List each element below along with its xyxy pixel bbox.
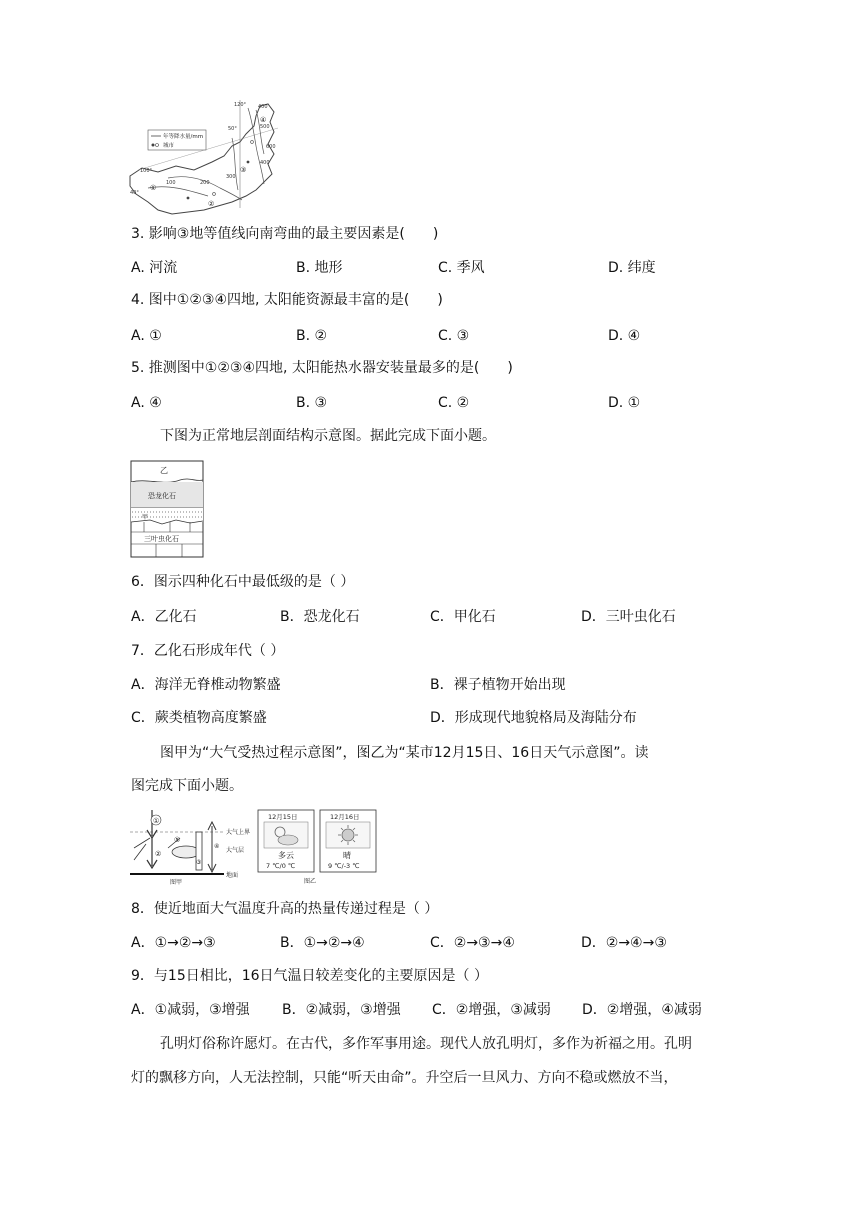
place-3-mark: ③ — [240, 166, 247, 174]
label-top-atmosphere: 大气上界 — [226, 829, 251, 836]
strata-profile-figure — [130, 460, 204, 558]
cloud-icon — [278, 835, 298, 845]
question-3-option-a[interactable]: A. 河流 — [131, 260, 178, 276]
question-4-option-a[interactable]: A. ① — [131, 328, 162, 344]
day-1-temperature: 7 ℃/0 ℃ — [266, 862, 296, 870]
lat-50-label: 50° — [228, 126, 237, 132]
legend-isoline-label: 年等降水量/mm — [163, 134, 204, 140]
question-9-option-c[interactable]: C．②增强，③减弱 — [432, 1002, 551, 1018]
iso-200-label: 200 — [200, 180, 210, 186]
question-8-option-c[interactable]: C．②→③→④ — [430, 935, 515, 951]
iso-400a-label: 400 — [258, 104, 268, 110]
question-7-stem: 7．乙化石形成年代（ ） — [131, 643, 285, 659]
day-2-temperature: 9 ℃/-3 ℃ — [328, 862, 360, 870]
iso-400b-label: 400 — [260, 160, 270, 166]
question-7-option-d[interactable]: D．形成现代地貌格局及海陆分布 — [430, 710, 637, 726]
iso-300-label: 300 — [226, 174, 236, 180]
question-5-option-c[interactable]: C. ② — [438, 395, 470, 411]
question-5-option-d[interactable]: D. ① — [608, 395, 641, 411]
caption-figure-jia: 图甲 — [170, 879, 183, 886]
question-4-option-c[interactable]: C. ③ — [438, 328, 470, 344]
question-9-option-a[interactable]: A．①减弱，③增强 — [131, 1002, 250, 1018]
iso-600-label: 600 — [266, 144, 276, 150]
precipitation-map-figure — [128, 98, 288, 218]
day-2-date: 12月16日 — [330, 813, 360, 821]
day-2-weather: 晴 — [343, 851, 351, 860]
question-6-stem: 6．图示四种化石中最低级的是（ ） — [131, 574, 355, 590]
question-6-option-c[interactable]: C．甲化石 — [430, 609, 496, 625]
place-2-mark: ② — [208, 200, 215, 208]
question-5-option-b[interactable]: B. ③ — [296, 395, 328, 411]
arrow-3-label: ③ — [196, 859, 202, 866]
question-6-option-d[interactable]: D．三叶虫化石 — [581, 609, 676, 625]
legend-city-label: 城市 — [163, 143, 175, 149]
question-7-option-c[interactable]: C．蕨类植物高度繁盛 — [131, 710, 267, 726]
atmosphere-intro-line-2: 图完成下面小题。 — [131, 778, 243, 794]
question-8-option-b[interactable]: B．①→②→④ — [280, 935, 365, 951]
question-8-option-d[interactable]: D．②→④→③ — [581, 935, 667, 951]
lantern-paragraph-line-2: 灯的飘移方向，人无法控制，只能“听天由命”。升空后一旦风力、方向不稳或燃放不当， — [131, 1070, 678, 1086]
question-3-option-c[interactable]: C. 季风 — [438, 260, 485, 276]
strata-intro-text: 下图为正常地层剖面结构示意图。据此完成下面小题。 — [160, 428, 496, 444]
layer-jia-label: 甲 — [142, 514, 149, 521]
lat-40-label: 40° — [130, 190, 139, 196]
question-7-option-a[interactable]: A．海洋无脊椎动物繁盛 — [131, 677, 281, 693]
layer-dino-label: 恐龙化石 — [148, 492, 176, 500]
question-6-option-a[interactable]: A．乙化石 — [131, 609, 197, 625]
place-4-mark: ④ — [260, 116, 267, 124]
day-1-weather: 多云 — [278, 851, 294, 860]
arrow-1-label: ① — [153, 817, 160, 825]
question-9-stem: 9．与15日相比，16日气温日较差变化的主要原因是（ ） — [131, 968, 488, 984]
sun-icon — [338, 825, 358, 845]
question-3-option-d[interactable]: D. 纬度 — [608, 260, 656, 276]
question-9-option-d[interactable]: D．②增强，④减弱 — [582, 1002, 702, 1018]
place-1-mark: ① — [150, 184, 157, 192]
label-atmosphere-layer: 大气层 — [226, 847, 245, 854]
question-5-stem: 5. 推测图中①②③④四地, 太阳能热水器安装量最多的是( ) — [131, 360, 513, 376]
lon-120-label: 120° — [234, 102, 247, 108]
atmosphere-heating-figure — [128, 808, 378, 886]
iso-100-label: 100 — [166, 180, 176, 186]
caption-figure-yi: 图乙 — [304, 878, 317, 885]
lon-100-label: 100° — [140, 168, 153, 174]
question-8-option-a[interactable]: A．①→②→③ — [131, 935, 216, 951]
iso-500-label: 500 — [260, 124, 270, 130]
layer-yi-label: 乙 — [160, 466, 168, 475]
arrow-2-label: ② — [155, 850, 162, 858]
question-4-option-d[interactable]: D. ④ — [608, 328, 641, 344]
question-5-option-a[interactable]: A. ④ — [131, 395, 162, 411]
arrow-5-label: ⑤ — [174, 836, 181, 844]
arrow-4-label: ④ — [214, 843, 220, 850]
question-7-option-b[interactable]: B．裸子植物开始出现 — [430, 677, 566, 693]
question-8-stem: 8．使近地面大气温度升高的热量传递过程是（ ） — [131, 901, 439, 917]
question-9-option-b[interactable]: B．②减弱，③增强 — [282, 1002, 401, 1018]
layer-trilobite-label: 三叶虫化石 — [144, 535, 179, 543]
question-4-option-b[interactable]: B. ② — [296, 328, 328, 344]
question-6-option-b[interactable]: B．恐龙化石 — [280, 609, 360, 625]
atmosphere-intro-line-1: 图甲为“大气受热过程示意图”，图乙为“某市12月15日、16日天气示意图”。读 — [160, 745, 649, 761]
question-3-stem: 3. 影响③地等值线向南弯曲的最主要因素是( ) — [131, 226, 439, 242]
day-1-date: 12月15日 — [268, 813, 298, 821]
lantern-paragraph-line-1: 孔明灯俗称许愿灯。在古代，多作军事用途。现代人放孔明灯，多作为祈福之用。孔明 — [160, 1036, 692, 1052]
question-3-option-b[interactable]: B. 地形 — [296, 260, 343, 276]
question-4-stem: 4. 图中①②③④四地, 太阳能资源最丰富的是( ) — [131, 292, 443, 308]
label-ground: 地面 — [226, 872, 239, 879]
